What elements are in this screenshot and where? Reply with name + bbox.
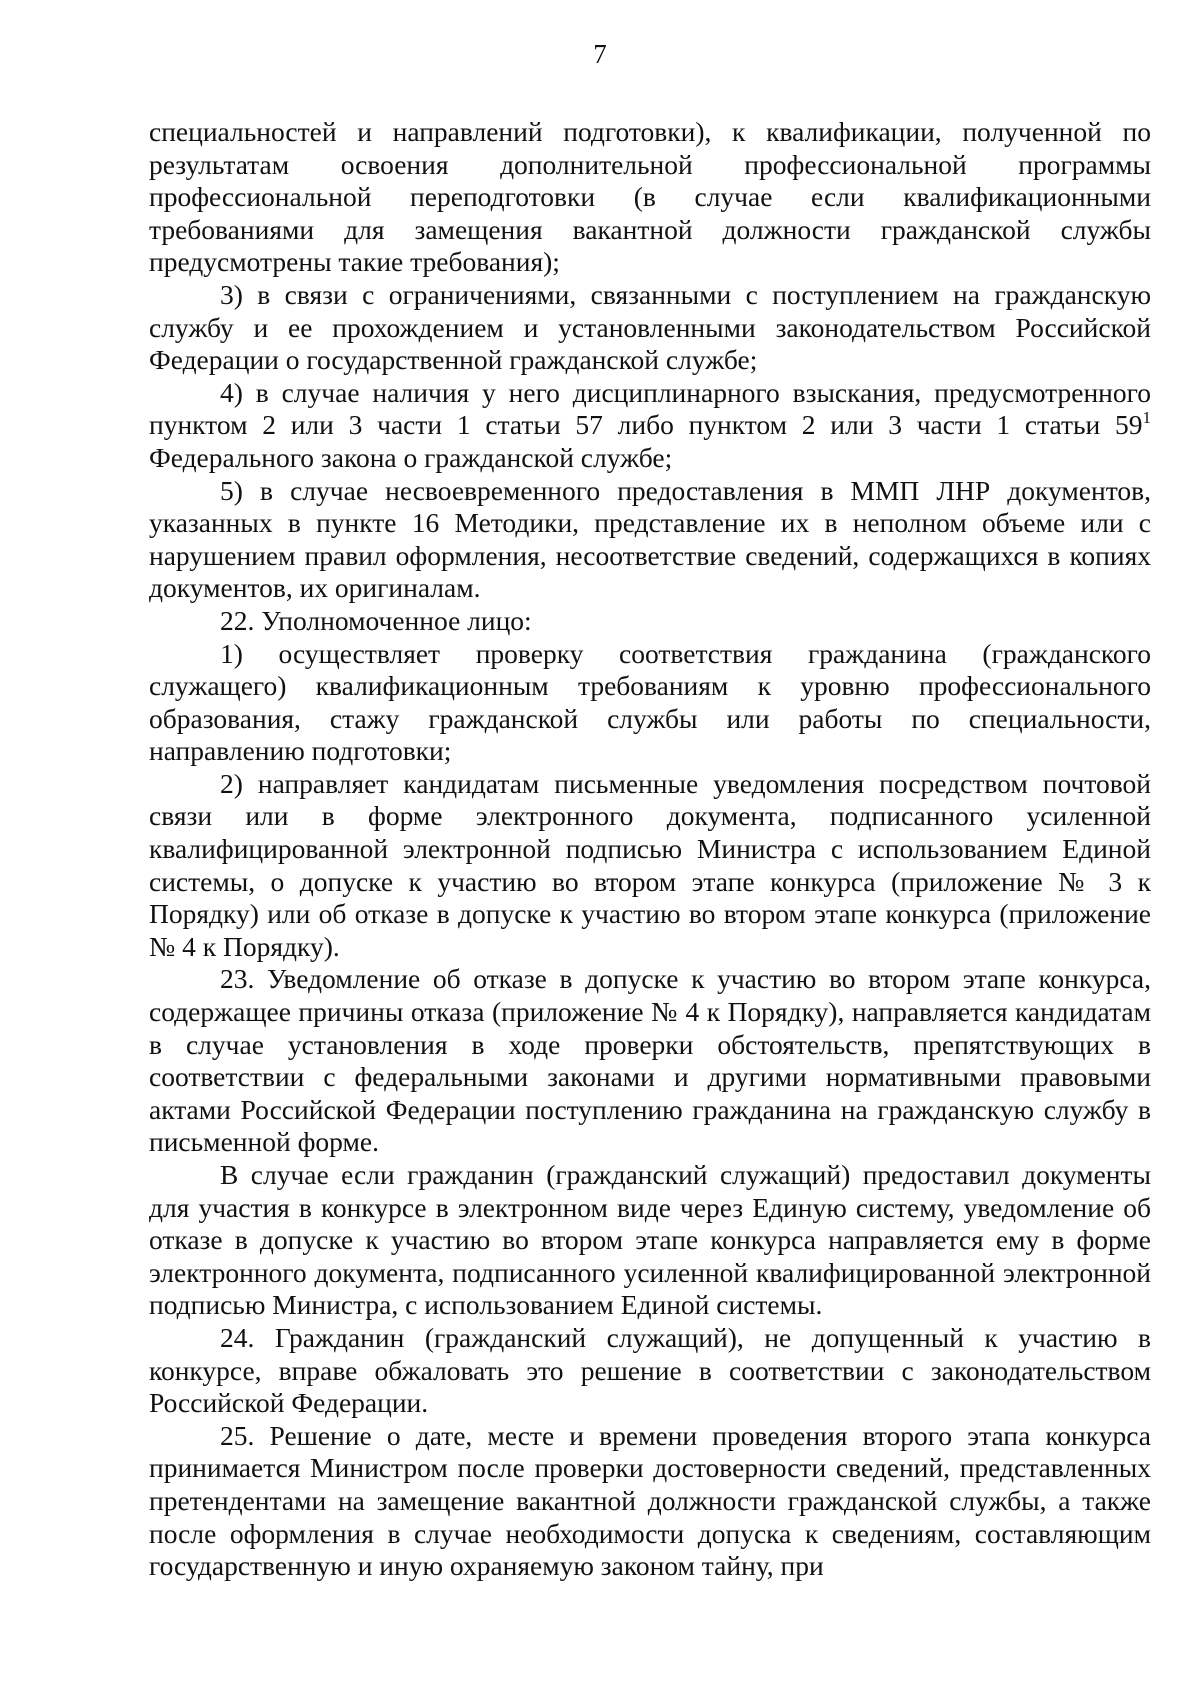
paragraph-section-22: 22. Уполномоченное лицо: [220, 604, 532, 636]
article-superscript: 1 [1142, 408, 1151, 428]
paragraph-section-25: 25. Решение о дате, месте и времени проведения второго этапа конкурса принимается Министром после проверки достоверности сведений, представленных претендентами на замещение вакантной должности гражданской службы, а также после оформления в случае необходимости допуска к сведениям, составляющим государственную и иную охраняемую законом тайну, при [149, 1419, 1151, 1582]
paragraph-item-4 [149, 377, 1151, 475]
page-number: 7 [593, 39, 607, 69]
paragraph-item-4-text: 4) в случае наличия у него дисциплинарного взыскания, предусмотренного пунктом 2 или 3 части 1 статьи 57 либо пунктом 2 или 3 части 1 статьи 59 [149, 376, 1151, 441]
paragraph-item-4-text-end: Федерального закона о гражданской службе; [149, 441, 673, 473]
paragraph-item-5: 5) в случае несвоевременного предоставления в ММП ЛНР документов, указанных в пункте 16 Методики, представление их в неполном объеме или с нарушением правил оформления, несоответствие сведений, содержащихся в копиях документов, их оригиналам. [149, 474, 1151, 604]
paragraph-section-23: 23. Уведомление об отказе в допуске к участию во втором этапе конкурса, содержащее причины отказа (приложение № 4 к Порядку), направляется кандидатам в случае установления в ходе проверки обстоятельств, препятствующих в соответствии с федеральными законами и другими нормативными правовыми актами Российской Федерации поступлению гражданина на гражданскую службу в письменной форме. [149, 963, 1151, 1158]
paragraph-continuation: специальностей и направлений подготовки), к квалификации, полученной по результатам освоения дополнительной профессиональной программы профессиональной переподготовки (в случае если квалификационными требованиями для замещения вакантной должности гражданской службы предусмотрены такие требования); [149, 116, 1151, 278]
paragraph-22-item-2: 2) направляет кандидатам письменные уведомления посредством почтовой связи или в форме электронного документа, подписанного усиленной квалифицированной электронной подписью Министра с использованием Единой системы, о допуске к участию во втором этапе конкурса (приложение № 3 к Порядку) или об отказе в допуске к участию во втором этапе конкурса (приложение № 4 к Порядку). [149, 767, 1151, 962]
paragraph-section-24: 24. Гражданин (гражданский служащий), не допущенный к участию в конкурсе, вправе обжаловать это решение в соответствии с законодательством Российской Федерации. [149, 1321, 1151, 1419]
document-body [149, 116, 1151, 1583]
paragraph-23-electronic: В случае если гражданин (гражданский служащий) предоставил документы для участия в конкурсе в электронном виде через Единую систему, уведомление об отказе в допуске к участию во втором этапе конкурса направляется ему в форме электронного документа, подписанного усиленной квалифицированной электронной подписью Министра, с использованием Единой системы. [149, 1159, 1151, 1321]
paragraph-item-3: 3) в связи с ограничениями, связанными с поступлением на гражданскую службу и ее прохождением и установленными законодательством Российской Федерации о государственной гражданской службе; [149, 278, 1151, 376]
paragraph-22-item-1: 1) осуществляет проверку соответствия гражданина (гражданского служащего) квалификационным требованиям к уровню профессионального образования, стажу гражданской службы или работы по специальности, направлению подготовки; [149, 637, 1151, 767]
